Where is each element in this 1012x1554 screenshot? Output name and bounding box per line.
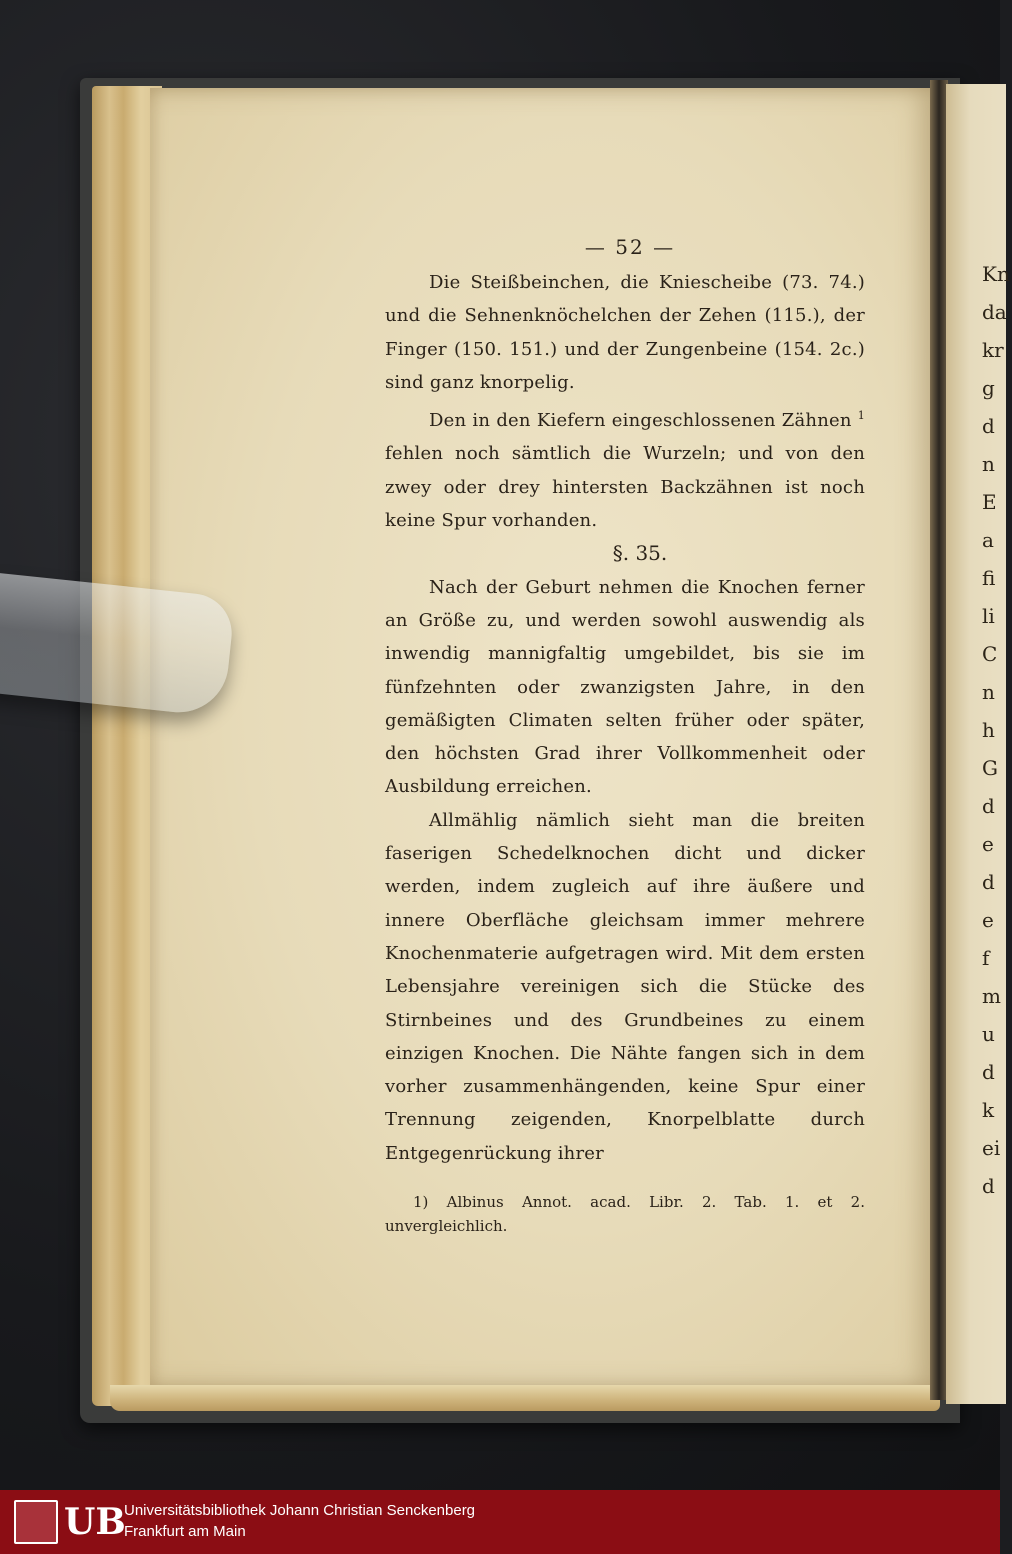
facing-page-fragment: Kn <box>982 262 1010 286</box>
facing-page-fragment: d <box>982 1174 995 1198</box>
page-weight <box>0 573 236 717</box>
institution-name: Universitätsbibliothek Johann Christian Senckenberg <box>124 1502 476 1519</box>
facing-page-fragment: d <box>982 870 995 894</box>
portrait-icon <box>14 1500 58 1544</box>
facing-page-fragment: d <box>982 1060 995 1084</box>
facing-page-fragment: C <box>982 642 998 666</box>
paragraph: Allmählig nämlich sieht man die breiten faserigen Schedelknochen dicht und dicker werden, indem zugleich auf ihre äußere und innere Oberfläche gleichsam immer mehrere Knochenmaterie aufgetragen wird. Mit dem ersten Lebensjahre vereinigen sich die Stücke des Stirnbeines und des Grundbeines zu einem einzigen Knochen. Die Nähte fangen sich in dem vorher zusammenhängenden, keine Spur einer Trennung zeigenden, Knorpelblatte durch Entgegenrückung ihrer <box>385 809 865 1164</box>
paragraph: Die Steißbeinchen, die Kniescheibe (73. 74.) und die Sehnenknöchelchen der Zehen (115.), der Finger (150. 151.) und der Zungenbeine (154. 2c.) sind ganz knorpelig. <box>385 272 865 393</box>
facing-page-fragment: m <box>982 984 1001 1008</box>
facing-page-fragment: f <box>982 946 990 970</box>
page-text-block <box>385 232 865 1253</box>
facing-page-fragment: E <box>982 490 997 514</box>
section-heading: §. 35. <box>612 541 668 566</box>
paragraph-text: Den in den Kiefern eingeschlossenen Zähnen <box>429 410 852 432</box>
facing-page-text <box>982 255 1012 1205</box>
page-edges-bottom <box>110 1385 940 1411</box>
facing-page-fragment: n <box>982 680 995 704</box>
facing-page-fragment: d <box>982 414 995 438</box>
library-logo <box>14 1498 126 1546</box>
facing-page-fragment: fi <box>982 566 996 590</box>
facing-page-fragment: a <box>982 528 994 552</box>
facing-page-fragment: kr <box>982 338 1004 362</box>
facing-page-fragment: k <box>982 1098 995 1122</box>
facing-page-fragment: li <box>982 604 995 628</box>
facing-page-fragment: g <box>982 376 995 400</box>
facing-page-fragment: e <box>982 908 994 932</box>
library-footer <box>0 1490 1000 1554</box>
facing-page-fragment: ei <box>982 1136 1001 1160</box>
paragraph: Nach der Geburt nehmen die Knochen ferner an Größe zu, und werden sowohl auswendig als inwendig mannigfaltig umgebildet, bis sie im fünfzehnten oder zwanzigsten Jahre, in den gemäßigten Climaten selten früher oder später, den höchsten Grad ihrer Vollkommenheit oder Ausbildung erreichen. <box>385 576 865 798</box>
logo-text: UB <box>64 1501 126 1543</box>
footnote: 1) Albinus Annot. acad. Libr. 2. Tab. 1. et 2. unvergleichlich. <box>385 1193 865 1236</box>
footnote-reference: 1 <box>857 409 865 423</box>
page-number: — 52 — <box>584 235 676 259</box>
facing-page-fragment: e <box>982 832 994 856</box>
facing-page-fragment: G <box>982 756 998 780</box>
paragraph <box>385 399 865 537</box>
institution-location: Frankfurt am Main <box>124 1523 246 1540</box>
facing-page-fragment: d <box>982 794 995 818</box>
facing-page-fragment: n <box>982 452 995 476</box>
facing-page-fragment: da <box>982 300 1007 324</box>
facing-page-fragment: h <box>982 718 995 742</box>
paragraph-text: fehlen noch sämtlich die Wurzeln; und von den zwey oder drey hintersten Backzähnen ist noch keine Spur vorhanden. <box>385 443 865 532</box>
facing-page-fragment: u <box>982 1022 995 1046</box>
